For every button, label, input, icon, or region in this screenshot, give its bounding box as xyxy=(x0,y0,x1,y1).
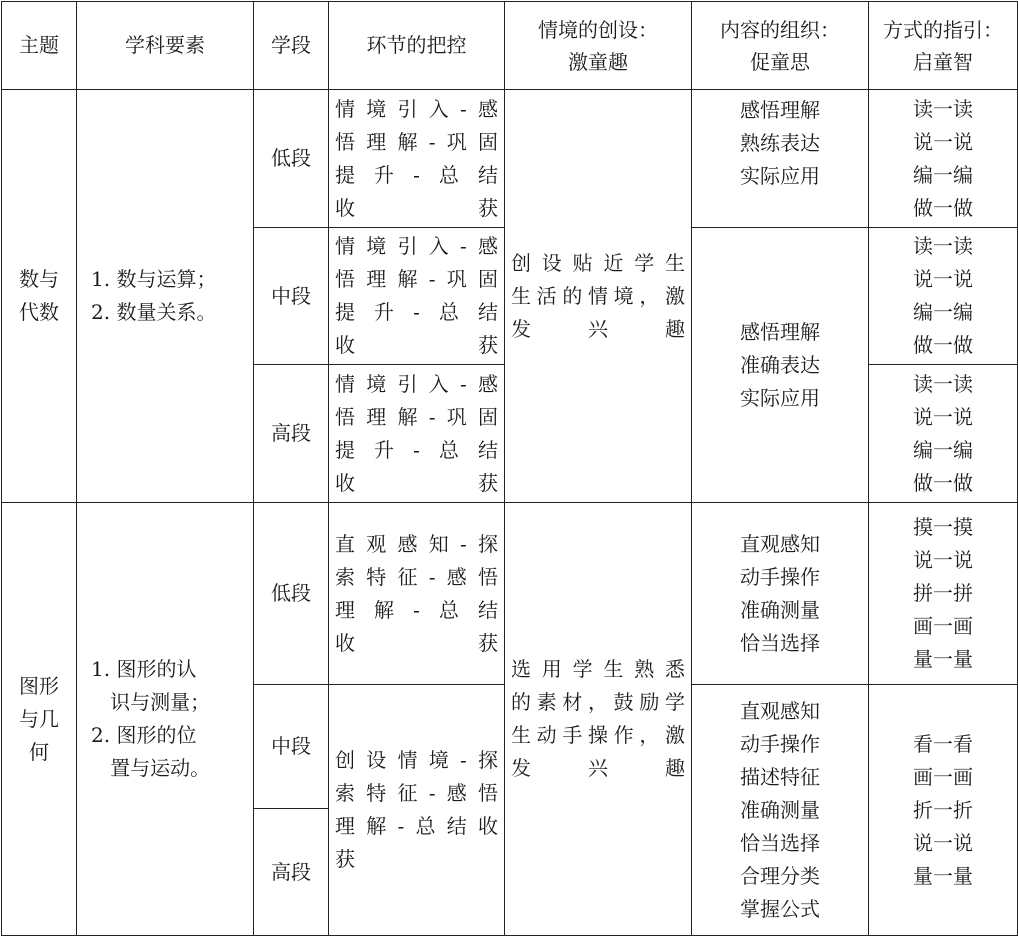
method-geometry-low: 摸一摸 说一说 拼一拼 画一画 量一量 xyxy=(869,503,1018,685)
situation-number-algebra: 创设贴近学生 生活的情境，激 发兴趣 xyxy=(505,90,692,503)
content-geometry-low: 直观感知 动手操作 准确测量 恰当选择 xyxy=(692,503,869,685)
elements-geometry: 1. 图形的认 识与测量； 2. 图形的位 置与运动。 xyxy=(77,503,254,936)
header-content-organization: 内容的组织： 促童思 xyxy=(692,2,869,90)
theme-geometry: 图形 与几 何 xyxy=(2,503,77,936)
situation-geometry: 选用学生熟悉 的素材，鼓励学 生动手操作，激 发兴趣 xyxy=(505,503,692,936)
stage-high: 高段 xyxy=(254,809,329,936)
table-row xyxy=(2,503,1018,685)
header-stage-control: 环节的把控 xyxy=(329,2,505,90)
header-row xyxy=(2,2,1018,90)
header-theme: 主题 xyxy=(2,2,77,90)
control-number-low: 情境引入-感 悟理解-巩固 提升-总结 收获 xyxy=(329,90,505,228)
method-number-high: 读一读 说一说 编一编 做一做 xyxy=(869,365,1018,503)
control-geometry-low: 直观感知-探 索特征-感悟 理解-总结 收获 xyxy=(329,503,505,685)
stage-low: 低段 xyxy=(254,503,329,685)
method-number-low: 读一读 说一说 编一编 做一做 xyxy=(869,90,1018,228)
header-subject-elements: 学科要素 xyxy=(77,2,254,90)
header-situation: 情境的创设： 激童趣 xyxy=(505,2,692,90)
control-number-high: 情境引入-感 悟理解-巩固 提升-总结 收获 xyxy=(329,365,505,503)
control-number-mid: 情境引入-感 悟理解-巩固 提升-总结 收获 xyxy=(329,228,505,365)
stage-mid: 中段 xyxy=(254,685,329,809)
control-geometry-mid-high: 创设情境-探 索特征-感悟 理解-总结收 获 xyxy=(329,685,505,936)
content-number-low: 感悟理解 熟练表达 实际应用 xyxy=(692,90,869,228)
stage-low: 低段 xyxy=(254,90,329,228)
method-geometry-mid-high: 看一看 画一画 折一折 说一说 量一量 xyxy=(869,685,1018,936)
theme-number-algebra: 数与 代数 xyxy=(2,90,77,503)
stage-high: 高段 xyxy=(254,365,329,503)
content-geometry-mid-high: 直观感知 动手操作 描述特征 准确测量 恰当选择 合理分类 掌握公式 xyxy=(692,685,869,936)
header-method-guidance: 方式的指引： 启童智 xyxy=(869,2,1018,90)
method-number-mid: 读一读 说一说 编一编 做一做 xyxy=(869,228,1018,365)
table-row xyxy=(2,90,1018,228)
stage-mid: 中段 xyxy=(254,228,329,365)
teaching-design-table xyxy=(1,1,1018,936)
elements-number-algebra: 1. 数与运算； 2. 数量关系。 xyxy=(77,90,254,503)
header-stage: 学段 xyxy=(254,2,329,90)
content-number-mid-high: 感悟理解 准确表达 实际应用 xyxy=(692,228,869,503)
